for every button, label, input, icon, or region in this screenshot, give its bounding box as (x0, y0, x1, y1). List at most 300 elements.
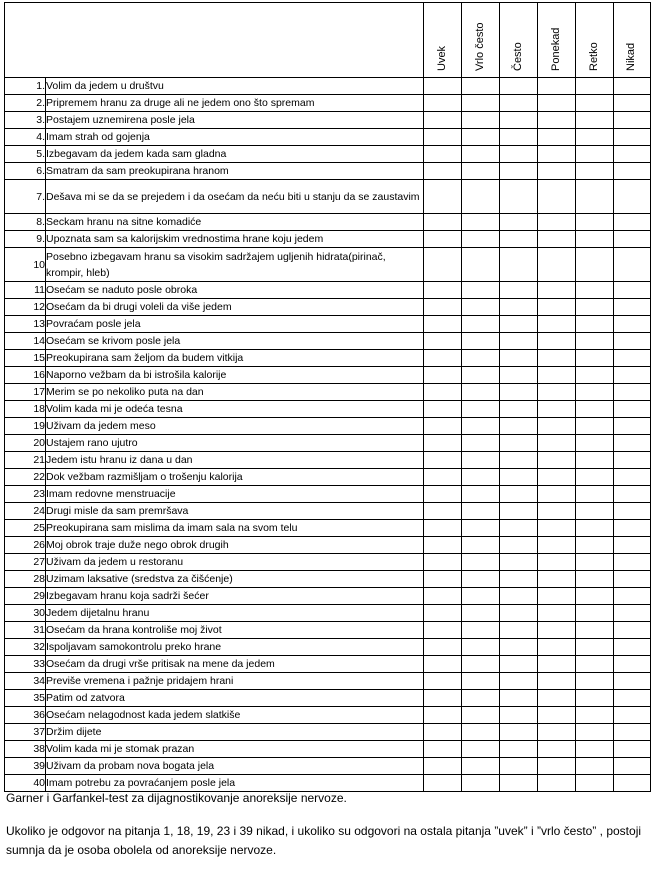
answer-cell[interactable] (576, 673, 614, 690)
question-number: 3. (5, 112, 46, 129)
answer-cell[interactable] (462, 435, 500, 452)
answer-cell[interactable] (538, 401, 576, 418)
answer-cell[interactable] (614, 622, 651, 639)
answer-cell[interactable] (462, 214, 500, 231)
answer-cell[interactable] (424, 112, 462, 129)
answer-cell[interactable] (538, 231, 576, 248)
answer-cell[interactable] (424, 452, 462, 469)
answer-cell[interactable] (462, 588, 500, 605)
answer-cell[interactable] (424, 78, 462, 95)
answer-cell[interactable] (538, 724, 576, 741)
question-row (5, 78, 651, 95)
answer-cell[interactable] (576, 95, 614, 112)
answer-cell[interactable] (614, 656, 651, 673)
answer-cell[interactable] (462, 571, 500, 588)
answer-cell[interactable] (614, 639, 651, 656)
answer-cell[interactable] (424, 503, 462, 520)
answer-cell[interactable] (538, 452, 576, 469)
answer-cell[interactable] (424, 350, 462, 367)
answer-cell[interactable] (500, 622, 538, 639)
answer-cell[interactable] (614, 112, 651, 129)
answer-cell[interactable] (614, 605, 651, 622)
answer-cell[interactable] (424, 180, 462, 214)
question-number: 25 (5, 520, 46, 537)
answer-cell[interactable] (500, 316, 538, 333)
answer-cell[interactable] (538, 418, 576, 435)
question-row (5, 503, 651, 520)
answer-cell[interactable] (462, 282, 500, 299)
answer-cell[interactable] (462, 520, 500, 537)
answer-cell[interactable] (500, 724, 538, 741)
answer-cell[interactable] (500, 639, 538, 656)
question-number: 38 (5, 741, 46, 758)
answer-cell[interactable] (424, 248, 462, 282)
answer-cell[interactable] (424, 639, 462, 656)
answer-cell[interactable] (538, 520, 576, 537)
question-number: 5. (5, 146, 46, 163)
answer-cell[interactable] (538, 146, 576, 163)
answer-cell[interactable] (500, 350, 538, 367)
answer-cell[interactable] (424, 554, 462, 571)
answer-cell[interactable] (538, 503, 576, 520)
answer-cell[interactable] (576, 333, 614, 350)
column-header-retko (576, 3, 614, 78)
answer-cell[interactable] (576, 707, 614, 724)
question-text: Uživam da jedem meso (46, 418, 424, 435)
answer-cell[interactable] (576, 231, 614, 248)
question-text: Postajem uznemirena posle jela (46, 112, 424, 129)
answer-cell[interactable] (424, 146, 462, 163)
question-row (5, 639, 651, 656)
answer-cell[interactable] (576, 248, 614, 282)
answer-cell[interactable] (576, 571, 614, 588)
answer-cell[interactable] (614, 571, 651, 588)
answer-cell[interactable] (462, 622, 500, 639)
answer-cell[interactable] (538, 78, 576, 95)
answer-cell[interactable] (424, 231, 462, 248)
answer-cell[interactable] (500, 129, 538, 146)
answer-cell[interactable] (576, 129, 614, 146)
header-blank-cell (5, 3, 424, 78)
answer-cell[interactable] (538, 537, 576, 554)
answer-cell[interactable] (462, 299, 500, 316)
answer-cell[interactable] (538, 469, 576, 486)
answer-cell[interactable] (462, 503, 500, 520)
question-row (5, 316, 651, 333)
answer-cell[interactable] (462, 248, 500, 282)
answer-cell[interactable] (614, 282, 651, 299)
answer-cell[interactable] (424, 588, 462, 605)
answer-cell[interactable] (424, 486, 462, 503)
answer-cell[interactable] (500, 656, 538, 673)
question-text: Posebno izbegavam hranu sa visokim sadržajem ugljenih hidrata(pirinač, krompir, hleb) (46, 248, 424, 282)
question-text: Imam potrebu za povraćanjem posle jela (46, 775, 424, 792)
answer-cell[interactable] (424, 724, 462, 741)
answer-cell[interactable] (576, 367, 614, 384)
answer-cell[interactable] (614, 690, 651, 707)
answer-cell[interactable] (424, 129, 462, 146)
column-header-uvek (424, 3, 462, 78)
answer-cell[interactable] (614, 486, 651, 503)
answer-cell[interactable] (500, 214, 538, 231)
answer-cell[interactable] (614, 299, 651, 316)
answer-cell[interactable] (614, 248, 651, 282)
column-header-label: Nikad (625, 42, 637, 71)
answer-cell[interactable] (424, 214, 462, 231)
answer-cell[interactable] (462, 350, 500, 367)
answer-cell[interactable] (462, 724, 500, 741)
answer-cell[interactable] (576, 435, 614, 452)
answer-cell[interactable] (538, 639, 576, 656)
answer-cell[interactable] (576, 690, 614, 707)
question-row (5, 486, 651, 503)
answer-cell[interactable] (538, 384, 576, 401)
question-number: 17 (5, 384, 46, 401)
answer-cell[interactable] (576, 299, 614, 316)
answer-cell[interactable] (462, 707, 500, 724)
question-row (5, 690, 651, 707)
answer-cell[interactable] (538, 622, 576, 639)
answer-cell[interactable] (538, 571, 576, 588)
answer-cell[interactable] (462, 333, 500, 350)
answer-cell[interactable] (614, 724, 651, 741)
answer-cell[interactable] (462, 741, 500, 758)
question-number: 40 (5, 775, 46, 792)
answer-cell[interactable] (576, 520, 614, 537)
answer-cell[interactable] (424, 367, 462, 384)
answer-cell[interactable] (614, 435, 651, 452)
answer-cell[interactable] (614, 418, 651, 435)
answer-cell[interactable] (462, 418, 500, 435)
question-number: 34 (5, 673, 46, 690)
answer-cell[interactable] (614, 503, 651, 520)
answer-cell[interactable] (500, 401, 538, 418)
answer-cell[interactable] (424, 758, 462, 775)
answer-cell[interactable] (614, 452, 651, 469)
answer-cell[interactable] (462, 537, 500, 554)
questionnaire-body (5, 78, 651, 792)
answer-cell[interactable] (424, 673, 462, 690)
answer-cell[interactable] (500, 418, 538, 435)
answer-cell[interactable] (576, 418, 614, 435)
answer-cell[interactable] (614, 146, 651, 163)
answer-cell[interactable] (614, 316, 651, 333)
answer-cell[interactable] (614, 367, 651, 384)
answer-cell[interactable] (538, 554, 576, 571)
question-text: Naporno vežbam da bi istrošila kalorije (46, 367, 424, 384)
question-row (5, 656, 651, 673)
answer-cell[interactable] (462, 163, 500, 180)
answer-cell[interactable] (500, 707, 538, 724)
question-text: Drugi misle da sam premršava (46, 503, 424, 520)
answer-cell[interactable] (500, 333, 538, 350)
answer-cell[interactable] (538, 673, 576, 690)
answer-cell[interactable] (576, 758, 614, 775)
answer-cell[interactable] (576, 282, 614, 299)
answer-cell[interactable] (424, 571, 462, 588)
answer-cell[interactable] (576, 180, 614, 214)
answer-cell[interactable] (424, 690, 462, 707)
answer-cell[interactable] (538, 180, 576, 214)
answer-cell[interactable] (614, 163, 651, 180)
answer-cell[interactable] (424, 384, 462, 401)
answer-cell[interactable] (576, 316, 614, 333)
answer-cell[interactable] (614, 350, 651, 367)
answer-cell[interactable] (462, 146, 500, 163)
answer-cell[interactable] (424, 469, 462, 486)
answer-cell[interactable] (614, 129, 651, 146)
answer-cell[interactable] (614, 401, 651, 418)
answer-cell[interactable] (500, 180, 538, 214)
answer-cell[interactable] (500, 571, 538, 588)
answer-cell[interactable] (500, 112, 538, 129)
question-number: 10 (5, 248, 46, 282)
answer-cell[interactable] (614, 707, 651, 724)
answer-cell[interactable] (500, 248, 538, 282)
answer-cell[interactable] (538, 350, 576, 367)
answer-cell[interactable] (538, 588, 576, 605)
answer-cell[interactable] (538, 333, 576, 350)
question-text: Uživam da probam nova bogata jela (46, 758, 424, 775)
answer-cell[interactable] (462, 316, 500, 333)
answer-cell[interactable] (576, 537, 614, 554)
answer-cell[interactable] (576, 452, 614, 469)
answer-cell[interactable] (614, 180, 651, 214)
answer-cell[interactable] (462, 231, 500, 248)
answer-cell[interactable] (424, 282, 462, 299)
answer-cell[interactable] (462, 486, 500, 503)
answer-cell[interactable] (576, 486, 614, 503)
answer-cell[interactable] (424, 741, 462, 758)
answer-cell[interactable] (538, 690, 576, 707)
answer-cell[interactable] (538, 435, 576, 452)
answer-cell[interactable] (614, 520, 651, 537)
question-number: 8. (5, 214, 46, 231)
answer-cell[interactable] (462, 758, 500, 775)
answer-cell[interactable] (576, 554, 614, 571)
question-number: 14 (5, 333, 46, 350)
answer-cell[interactable] (462, 367, 500, 384)
answer-cell[interactable] (538, 282, 576, 299)
answer-cell[interactable] (538, 112, 576, 129)
answer-cell[interactable] (576, 214, 614, 231)
answer-cell[interactable] (500, 690, 538, 707)
answer-cell[interactable] (538, 95, 576, 112)
answer-cell[interactable] (576, 469, 614, 486)
answer-cell[interactable] (614, 333, 651, 350)
answer-cell[interactable] (538, 129, 576, 146)
question-text: Osećam se naduto posle obroka (46, 282, 424, 299)
answer-cell[interactable] (500, 231, 538, 248)
question-number: 18 (5, 401, 46, 418)
question-number: 26 (5, 537, 46, 554)
answer-cell[interactable] (538, 741, 576, 758)
answer-cell[interactable] (576, 741, 614, 758)
answer-cell[interactable] (500, 95, 538, 112)
question-number: 31 (5, 622, 46, 639)
answer-cell[interactable] (500, 469, 538, 486)
answer-cell[interactable] (576, 401, 614, 418)
question-row (5, 299, 651, 316)
answer-cell[interactable] (500, 486, 538, 503)
question-text: Preokupirana sam mislima da imam sala na svom telu (46, 520, 424, 537)
answer-cell[interactable] (500, 673, 538, 690)
answer-cell[interactable] (538, 214, 576, 231)
answer-cell[interactable] (614, 741, 651, 758)
answer-cell[interactable] (614, 231, 651, 248)
answer-cell[interactable] (500, 605, 538, 622)
answer-cell[interactable] (614, 554, 651, 571)
answer-cell[interactable] (538, 758, 576, 775)
question-text: Ustajem rano ujutro (46, 435, 424, 452)
answer-cell[interactable] (424, 707, 462, 724)
question-text: Osećam se krivom posle jela (46, 333, 424, 350)
answer-cell[interactable] (614, 588, 651, 605)
answer-cell[interactable] (424, 520, 462, 537)
answer-cell[interactable] (424, 333, 462, 350)
question-text: Pripremem hranu za druge ali ne jedem ono što spremam (46, 95, 424, 112)
question-text: Osećam da hrana kontroliše moj život (46, 622, 424, 639)
answer-cell[interactable] (538, 367, 576, 384)
answer-cell[interactable] (500, 452, 538, 469)
answer-cell[interactable] (500, 367, 538, 384)
answer-cell[interactable] (500, 537, 538, 554)
answer-cell[interactable] (500, 282, 538, 299)
answer-cell[interactable] (538, 656, 576, 673)
answer-cell[interactable] (614, 214, 651, 231)
answer-cell[interactable] (424, 316, 462, 333)
answer-cell[interactable] (614, 384, 651, 401)
answer-cell[interactable] (576, 503, 614, 520)
question-number: 39 (5, 758, 46, 775)
answer-cell[interactable] (500, 554, 538, 571)
question-row (5, 741, 651, 758)
questionnaire-table (4, 2, 651, 792)
answer-cell[interactable] (500, 758, 538, 775)
answer-cell[interactable] (576, 605, 614, 622)
question-number: 15 (5, 350, 46, 367)
answer-cell[interactable] (576, 622, 614, 639)
answer-cell[interactable] (538, 486, 576, 503)
answer-cell[interactable] (500, 163, 538, 180)
answer-cell[interactable] (424, 401, 462, 418)
answer-cell[interactable] (462, 401, 500, 418)
answer-cell[interactable] (538, 163, 576, 180)
answer-cell[interactable] (462, 180, 500, 214)
question-number: 6. (5, 163, 46, 180)
answer-cell[interactable] (462, 78, 500, 95)
answer-cell[interactable] (500, 588, 538, 605)
answer-cell[interactable] (576, 146, 614, 163)
answer-cell[interactable] (462, 673, 500, 690)
answer-cell[interactable] (424, 418, 462, 435)
answer-cell[interactable] (462, 554, 500, 571)
question-row (5, 333, 651, 350)
answer-cell[interactable] (614, 758, 651, 775)
question-number: 11 (5, 282, 46, 299)
answer-cell[interactable] (462, 452, 500, 469)
question-row (5, 214, 651, 231)
answer-cell[interactable] (576, 588, 614, 605)
answer-cell[interactable] (538, 605, 576, 622)
answer-cell[interactable] (500, 384, 538, 401)
question-text: Seckam hranu na sitne komadiće (46, 214, 424, 231)
question-row (5, 231, 651, 248)
answer-cell[interactable] (462, 469, 500, 486)
answer-cell[interactable] (500, 78, 538, 95)
answer-cell[interactable] (424, 435, 462, 452)
answer-cell[interactable] (614, 673, 651, 690)
question-row (5, 588, 651, 605)
question-text: Osećam da drugi vrše pritisak na mene da jedem (46, 656, 424, 673)
answer-cell[interactable] (462, 605, 500, 622)
answer-cell[interactable] (462, 656, 500, 673)
answer-cell[interactable] (614, 469, 651, 486)
answer-cell[interactable] (576, 112, 614, 129)
answer-cell[interactable] (424, 622, 462, 639)
answer-cell[interactable] (462, 112, 500, 129)
question-row (5, 112, 651, 129)
answer-cell[interactable] (576, 384, 614, 401)
answer-cell[interactable] (614, 95, 651, 112)
question-text: Smatram da sam preokupirana hranom (46, 163, 424, 180)
question-row (5, 605, 651, 622)
question-text: Previše vremena i pažnje pridajem hrani (46, 673, 424, 690)
question-number: 22 (5, 469, 46, 486)
answer-cell[interactable] (462, 384, 500, 401)
answer-cell[interactable] (576, 350, 614, 367)
question-row (5, 384, 651, 401)
answer-cell[interactable] (576, 724, 614, 741)
answer-cell[interactable] (462, 690, 500, 707)
column-header-cesto (500, 3, 538, 78)
question-number: 23 (5, 486, 46, 503)
question-text: Merim se po nekoliko puta na dan (46, 384, 424, 401)
answer-cell[interactable] (576, 78, 614, 95)
answer-cell[interactable] (538, 707, 576, 724)
answer-cell[interactable] (424, 163, 462, 180)
answer-cell[interactable] (424, 656, 462, 673)
answer-cell[interactable] (462, 95, 500, 112)
answer-cell[interactable] (538, 248, 576, 282)
answer-cell[interactable] (538, 299, 576, 316)
answer-cell[interactable] (576, 639, 614, 656)
answer-cell[interactable] (500, 299, 538, 316)
column-header-label: Retko (587, 42, 600, 71)
scoring-note: Ukoliko je odgovor na pitanja 1, 18, 19, 23 i 39 nikad, i ukoliko su odgovori na ostala pitanja ”uvek” i ”vrlo često” , postoji sumnja da je osoba obolela od anoreksije nervoze. (6, 824, 642, 857)
answer-cell[interactable] (462, 639, 500, 656)
answer-cell[interactable] (614, 78, 651, 95)
answer-cell[interactable] (424, 299, 462, 316)
answer-cell[interactable] (576, 656, 614, 673)
answer-cell[interactable] (538, 316, 576, 333)
answer-cell[interactable] (424, 605, 462, 622)
answer-cell[interactable] (500, 503, 538, 520)
answer-cell[interactable] (500, 146, 538, 163)
question-row (5, 673, 651, 690)
question-row (5, 435, 651, 452)
answer-cell[interactable] (424, 95, 462, 112)
answer-cell[interactable] (462, 129, 500, 146)
answer-cell[interactable] (500, 435, 538, 452)
answer-cell[interactable] (500, 520, 538, 537)
answer-cell[interactable] (576, 163, 614, 180)
answer-cell[interactable] (424, 537, 462, 554)
answer-cell[interactable] (500, 741, 538, 758)
question-text: Jedem istu hranu iz dana u dan (46, 452, 424, 469)
question-text: Volim kada mi je stomak prazan (46, 741, 424, 758)
answer-cell[interactable] (614, 537, 651, 554)
